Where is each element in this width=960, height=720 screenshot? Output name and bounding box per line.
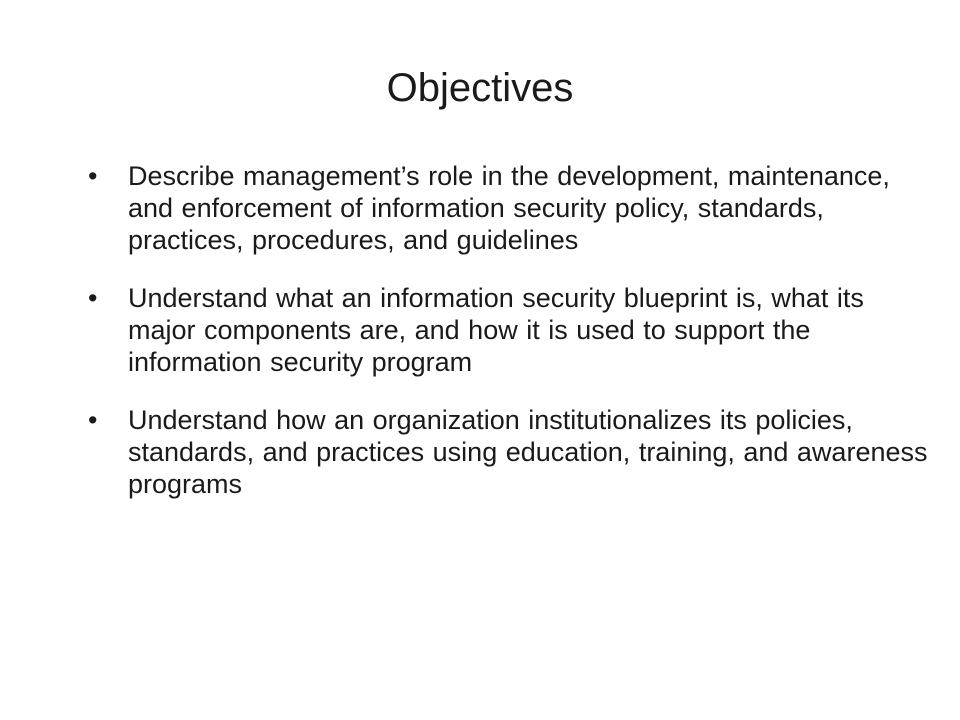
objective-item-2 [88, 282, 928, 378]
objective-item-3 [88, 404, 928, 500]
bullet-icon: • [88, 283, 98, 313]
objective-item-1 [88, 160, 928, 256]
objective-text: Understand what an information security blueprint is, what its major components are, and how it is used to support the information security program [128, 283, 864, 377]
slide-title: Objectives [386, 66, 574, 110]
bullet-icon: • [88, 161, 98, 191]
objective-text: Describe management’s role in the development, maintenance, and enforcement of information security policy, standards, practices, procedures, and guidelines [128, 161, 890, 255]
bullet-icon: • [88, 405, 98, 435]
objective-text: Understand how an organization institutionalizes its policies, standards, and practices using education, training, and awareness programs [128, 405, 928, 499]
objectives-list [88, 160, 928, 500]
